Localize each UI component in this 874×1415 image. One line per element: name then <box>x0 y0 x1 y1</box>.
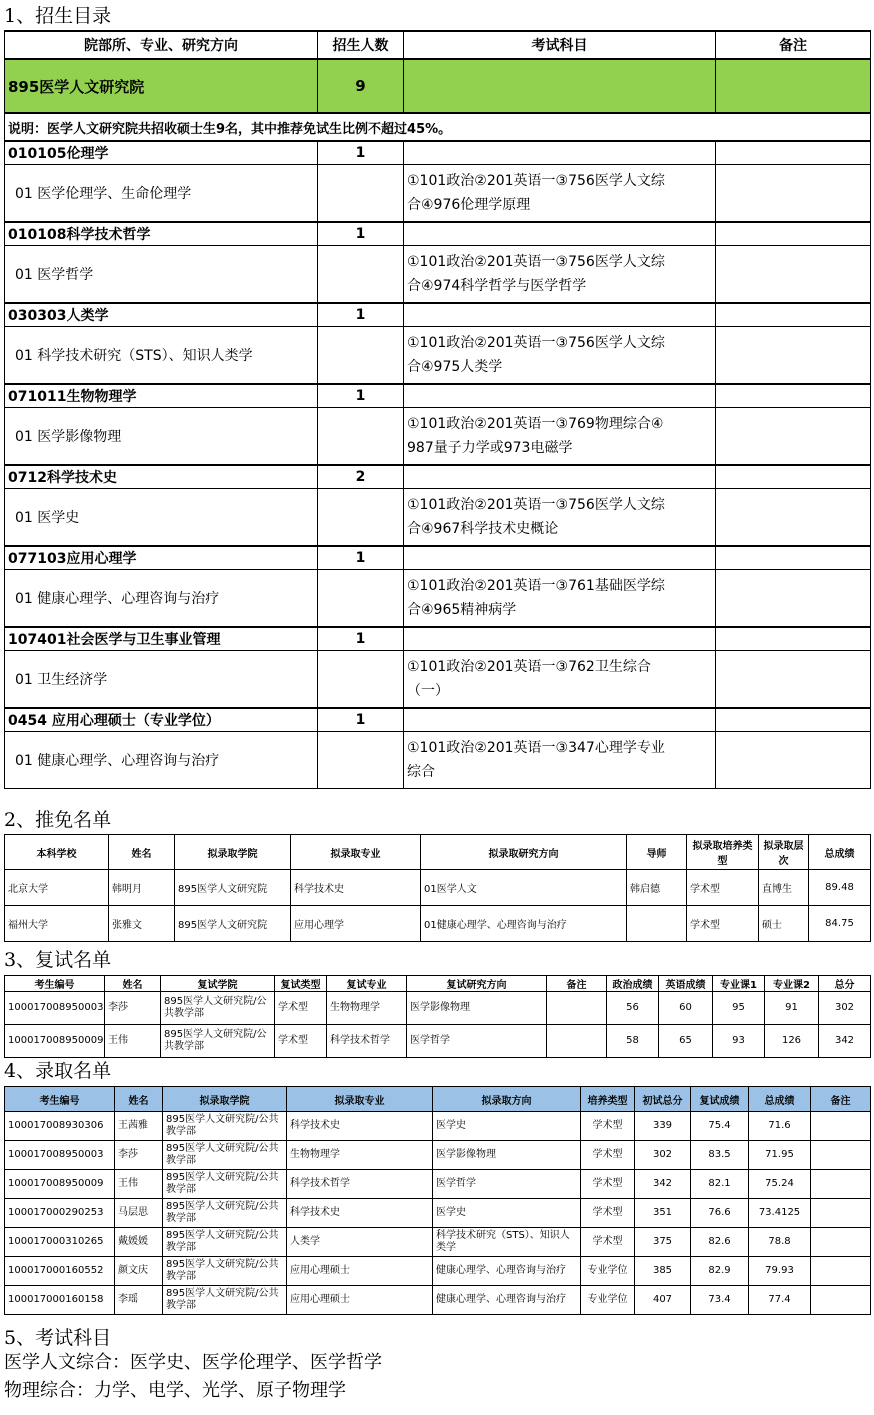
table-cell: 71.95 <box>749 1141 811 1170</box>
table-cell: 健康心理学、心理咨询与治疗 <box>433 1257 581 1286</box>
table-cell: 79.93 <box>749 1257 811 1286</box>
table-cell: 北京大学 <box>5 870 109 906</box>
table-cell <box>811 1170 871 1199</box>
major-row <box>5 465 871 489</box>
table-cell: 学术型 <box>581 1199 635 1228</box>
table-cell: 895医学人文研究院/公共教学部 <box>161 992 275 1025</box>
table-row <box>5 1141 871 1170</box>
section-title-catalog: 1、招生目录 <box>4 5 112 27</box>
table-cell: 颜文庆 <box>115 1257 163 1286</box>
major-count: 1 <box>318 303 404 327</box>
table-cell: 100017008950003 <box>5 1141 115 1170</box>
major-name: 0454 应用心理硕士（专业学位） <box>5 708 318 732</box>
exam-subjects-line: ①101政治②201英语一③762卫生综合 <box>407 659 651 675</box>
table-cell: 张雅文 <box>109 906 175 942</box>
direction-row <box>5 165 871 223</box>
table-cell: 895医学人文研究院/公共教学部 <box>161 1025 275 1058</box>
table-cell: 65 <box>659 1025 713 1058</box>
exam-subjects-line: 合④967科学技术史概论 <box>407 521 559 537</box>
table-cell: 韩明月 <box>109 870 175 906</box>
header-cell: 英语成绩 <box>659 976 713 992</box>
table-cell: 生物物理学 <box>287 1141 433 1170</box>
major-count: 1 <box>318 708 404 732</box>
table-row <box>5 1286 871 1315</box>
section-title-exam-subjects: 5、考试科目 <box>4 1327 112 1349</box>
exam-subjects-cell <box>404 651 716 709</box>
exam-subjects-cell <box>404 489 716 547</box>
table-cell: 李瑶 <box>115 1286 163 1315</box>
table-cell: 89.48 <box>809 870 871 906</box>
exam-subject-line: 物理综合：力学、电学、光学、原子物理学 <box>4 1380 346 1401</box>
table-cell: 专业学位 <box>581 1257 635 1286</box>
header-cell: 初试总分 <box>635 1087 691 1112</box>
table-cell: 75.4 <box>691 1112 749 1141</box>
table-cell: 58 <box>607 1025 659 1058</box>
admit-header-row <box>5 1087 871 1112</box>
major-row <box>5 708 871 732</box>
header-cell: 复试类型 <box>275 976 327 992</box>
table-cell: 生物物理学 <box>327 992 407 1025</box>
table-cell: 应用心理学 <box>291 906 421 942</box>
table-cell: 健康心理学、心理咨询与治疗 <box>433 1286 581 1315</box>
table-cell: 学术型 <box>687 906 759 942</box>
table-cell: 82.9 <box>691 1257 749 1286</box>
major-count: 1 <box>318 141 404 165</box>
major-count: 1 <box>318 627 404 651</box>
major-row <box>5 627 871 651</box>
direction-row <box>5 327 871 385</box>
table-cell <box>811 1286 871 1315</box>
table-row <box>5 992 871 1025</box>
table-cell: 学术型 <box>275 1025 327 1058</box>
exam-subjects-line: （一） <box>407 683 449 699</box>
exam-subjects-line: 987量子力学或973电磁学 <box>407 440 573 456</box>
header-cell: 总成绩 <box>809 835 871 870</box>
exam-subjects-line: ①101政治②201英语一③347心理学专业 <box>407 740 665 756</box>
table-cell: 学术型 <box>581 1141 635 1170</box>
table-row <box>5 1257 871 1286</box>
table-cell <box>627 906 687 942</box>
table-cell: 直博生 <box>759 870 809 906</box>
section-title-retest: 3、复试名单 <box>4 949 112 971</box>
header-cell: 备注 <box>716 31 871 59</box>
table-cell: 医学史 <box>433 1199 581 1228</box>
table-cell: 医学哲学 <box>433 1170 581 1199</box>
table-cell: 82.6 <box>691 1228 749 1257</box>
table-cell: 学术型 <box>581 1112 635 1141</box>
admit-table <box>4 1086 871 1315</box>
major-row <box>5 384 871 408</box>
header-cell: 拟录取学院 <box>163 1087 287 1112</box>
major-name: 077103应用心理学 <box>5 546 318 570</box>
major-row <box>5 546 871 570</box>
header-cell: 拟录取专业 <box>291 835 421 870</box>
table-cell: 351 <box>635 1199 691 1228</box>
table-cell: 73.4125 <box>749 1199 811 1228</box>
table-cell <box>811 1112 871 1141</box>
table-cell: 76.6 <box>691 1199 749 1228</box>
header-cell: 本科学校 <box>5 835 109 870</box>
direction-row <box>5 246 871 304</box>
table-cell: 福州大学 <box>5 906 109 942</box>
table-cell <box>547 1025 607 1058</box>
exam-subjects-line: 合④965精神病学 <box>407 602 517 618</box>
table-cell: 100017000310265 <box>5 1228 115 1257</box>
table-cell <box>811 1141 871 1170</box>
header-cell: 总分 <box>819 976 871 992</box>
exempt-header-row <box>5 835 871 870</box>
header-cell: 培养类型 <box>581 1087 635 1112</box>
major-count: 1 <box>318 546 404 570</box>
table-cell: 895医学人文研究院/公共教学部 <box>163 1112 287 1141</box>
direction-name: 01 医学影像物理 <box>5 408 318 466</box>
table-cell: 56 <box>607 992 659 1025</box>
table-cell: 895医学人文研究院/公共教学部 <box>163 1199 287 1228</box>
table-cell: 91 <box>765 992 819 1025</box>
exam-subjects-cell <box>404 732 716 789</box>
major-name: 010108科学技术哲学 <box>5 222 318 246</box>
major-name: 010105伦理学 <box>5 141 318 165</box>
direction-row <box>5 732 871 789</box>
table-cell: 科学技术史 <box>291 870 421 906</box>
section-title-exempt: 2、推免名单 <box>4 809 112 831</box>
table-cell: 01医学人文 <box>421 870 627 906</box>
direction-row <box>5 408 871 466</box>
table-cell: 医学影像物理 <box>407 992 547 1025</box>
table-cell: 科学技术研究（STS）、知识人类学 <box>433 1228 581 1257</box>
major-row <box>5 303 871 327</box>
exam-subjects-line: ①101政治②201英语一③756医学人文综 <box>407 254 665 270</box>
direction-row <box>5 570 871 628</box>
header-cell: 专业课2 <box>765 976 819 992</box>
table-cell: 学术型 <box>275 992 327 1025</box>
major-row <box>5 141 871 165</box>
table-cell: 王伟 <box>115 1170 163 1199</box>
table-cell: 93 <box>713 1025 765 1058</box>
exam-subjects-cell <box>404 408 716 466</box>
major-name: 0712科学技术史 <box>5 465 318 489</box>
table-cell: 王茜雅 <box>115 1112 163 1141</box>
catalog-note: 说明：医学人文研究院共招收硕士生9名，其中推荐免试生比例不超过45%。 <box>5 113 871 141</box>
table-cell: 895医学人文研究院/公共教学部 <box>163 1257 287 1286</box>
institute-name: 895医学人文研究院 <box>5 59 318 113</box>
header-cell: 招生人数 <box>318 31 404 59</box>
table-cell: 407 <box>635 1286 691 1315</box>
table-cell: 01健康心理学、心理咨询与治疗 <box>421 906 627 942</box>
exam-subjects-cell <box>404 246 716 304</box>
table-cell: 126 <box>765 1025 819 1058</box>
retest-header-row <box>5 976 871 992</box>
header-cell: 专业课1 <box>713 976 765 992</box>
table-cell: 60 <box>659 992 713 1025</box>
table-cell: 医学影像物理 <box>433 1141 581 1170</box>
direction-name: 01 健康心理学、心理咨询与治疗 <box>5 732 318 789</box>
table-cell: 83.5 <box>691 1141 749 1170</box>
header-cell: 复试成绩 <box>691 1087 749 1112</box>
major-name: 030303人类学 <box>5 303 318 327</box>
header-cell: 拟录取专业 <box>287 1087 433 1112</box>
header-cell: 复试学院 <box>161 976 275 992</box>
direction-name: 01 健康心理学、心理咨询与治疗 <box>5 570 318 628</box>
table-cell: 学术型 <box>687 870 759 906</box>
major-count: 1 <box>318 384 404 408</box>
table-cell: 硕士 <box>759 906 809 942</box>
table-cell: 戴媛媛 <box>115 1228 163 1257</box>
table-row <box>5 1199 871 1228</box>
table-row <box>5 906 871 942</box>
exempt-table <box>4 834 871 942</box>
exam-subjects-line: ①101政治②201英语一③756医学人文综 <box>407 335 665 351</box>
table-row <box>5 1228 871 1257</box>
direction-row <box>5 489 871 547</box>
table-cell <box>811 1199 871 1228</box>
table-cell: 100017008950009 <box>5 1025 105 1058</box>
table-cell: 100017000160158 <box>5 1286 115 1315</box>
table-cell: 科学技术史 <box>287 1199 433 1228</box>
header-cell: 拟录取学院 <box>175 835 291 870</box>
header-cell: 姓名 <box>115 1087 163 1112</box>
table-cell: 342 <box>819 1025 871 1058</box>
exam-subjects-line: ①101政治②201英语一③756医学人文综 <box>407 497 665 513</box>
retest-table <box>4 975 871 1058</box>
major-row <box>5 222 871 246</box>
table-cell: 895医学人文研究院/公共教学部 <box>163 1170 287 1199</box>
table-cell: 人类学 <box>287 1228 433 1257</box>
header-cell: 姓名 <box>109 835 175 870</box>
table-cell: 科学技术哲学 <box>287 1170 433 1199</box>
header-cell: 备注 <box>547 976 607 992</box>
table-cell: 韩启德 <box>627 870 687 906</box>
table-cell: 84.75 <box>809 906 871 942</box>
table-cell: 科学技术哲学 <box>327 1025 407 1058</box>
table-cell: 895医学人文研究院/公共教学部 <box>163 1286 287 1315</box>
table-cell: 应用心理硕士 <box>287 1257 433 1286</box>
table-row <box>5 1025 871 1058</box>
major-count: 1 <box>318 222 404 246</box>
exam-subjects-line: 合④975人类学 <box>407 359 503 375</box>
table-cell: 342 <box>635 1170 691 1199</box>
header-cell: 考试科目 <box>404 31 716 59</box>
direction-name: 01 医学哲学 <box>5 246 318 304</box>
table-cell: 100017008950003 <box>5 992 105 1025</box>
catalog-header-row <box>5 31 871 59</box>
exam-subjects-line: ①101政治②201英语一③761基础医学综 <box>407 578 665 594</box>
exam-subjects-line: ①101政治②201英语一③756医学人文综 <box>407 173 665 189</box>
exam-subjects-line: 合④974科学哲学与医学哲学 <box>407 278 587 294</box>
table-cell: 100017008930306 <box>5 1112 115 1141</box>
table-cell: 科学技术史 <box>287 1112 433 1141</box>
table-cell: 302 <box>635 1141 691 1170</box>
table-cell: 100017008950009 <box>5 1170 115 1199</box>
table-cell: 100017000160552 <box>5 1257 115 1286</box>
table-cell: 895医学人文研究院 <box>175 906 291 942</box>
table-cell: 77.4 <box>749 1286 811 1315</box>
table-cell: 100017000290253 <box>5 1199 115 1228</box>
table-cell: 95 <box>713 992 765 1025</box>
table-cell <box>811 1228 871 1257</box>
table-row <box>5 1112 871 1141</box>
major-name: 071011生物物理学 <box>5 384 318 408</box>
exam-subjects-line: ①101政治②201英语一③769物理综合④ <box>407 416 664 432</box>
table-cell <box>811 1257 871 1286</box>
table-cell: 学术型 <box>581 1228 635 1257</box>
direction-name: 01 医学史 <box>5 489 318 547</box>
table-cell: 医学哲学 <box>407 1025 547 1058</box>
header-cell: 姓名 <box>105 976 161 992</box>
table-cell: 李莎 <box>105 992 161 1025</box>
table-cell: 375 <box>635 1228 691 1257</box>
table-cell: 应用心理硕士 <box>287 1286 433 1315</box>
table-cell: 71.6 <box>749 1112 811 1141</box>
table-cell: 302 <box>819 992 871 1025</box>
table-cell: 学术型 <box>581 1170 635 1199</box>
table-cell: 马层思 <box>115 1199 163 1228</box>
header-cell: 备注 <box>811 1087 871 1112</box>
header-cell: 拟录取层次 <box>759 835 809 870</box>
header-cell: 院部所、专业、研究方向 <box>5 31 318 59</box>
table-cell: 78.8 <box>749 1228 811 1257</box>
catalog-note-row <box>5 113 871 141</box>
institute-row <box>5 59 871 113</box>
header-cell: 导师 <box>627 835 687 870</box>
header-cell: 拟录取研究方向 <box>421 835 627 870</box>
header-cell: 考生编号 <box>5 976 105 992</box>
section-title-admit: 4、录取名单 <box>4 1060 112 1082</box>
table-cell: 王伟 <box>105 1025 161 1058</box>
major-name: 107401社会医学与卫生事业管理 <box>5 627 318 651</box>
direction-name: 01 医学伦理学、生命伦理学 <box>5 165 318 223</box>
institute-count: 9 <box>318 59 404 113</box>
exam-subjects-line: 合④976伦理学原理 <box>407 197 531 213</box>
table-cell <box>547 992 607 1025</box>
header-cell: 总成绩 <box>749 1087 811 1112</box>
catalog-table <box>4 30 871 789</box>
header-cell: 拟录取培养类型 <box>687 835 759 870</box>
exam-subjects-cell <box>404 165 716 223</box>
direction-row <box>5 651 871 709</box>
header-cell: 考生编号 <box>5 1087 115 1112</box>
table-cell: 895医学人文研究院/公共教学部 <box>163 1228 287 1257</box>
direction-name: 01 卫生经济学 <box>5 651 318 709</box>
table-cell: 895医学人文研究院/公共教学部 <box>163 1141 287 1170</box>
table-cell: 73.4 <box>691 1286 749 1315</box>
table-cell: 385 <box>635 1257 691 1286</box>
table-cell: 75.24 <box>749 1170 811 1199</box>
exam-subjects-cell <box>404 570 716 628</box>
table-cell: 82.1 <box>691 1170 749 1199</box>
header-cell: 拟录取方向 <box>433 1087 581 1112</box>
exam-subject-line: 医学人文综合：医学史、医学伦理学、医学哲学 <box>4 1352 382 1373</box>
table-cell: 339 <box>635 1112 691 1141</box>
table-cell: 895医学人文研究院 <box>175 870 291 906</box>
table-row <box>5 870 871 906</box>
major-count: 2 <box>318 465 404 489</box>
table-cell: 医学史 <box>433 1112 581 1141</box>
table-cell: 李莎 <box>115 1141 163 1170</box>
header-cell: 政治成绩 <box>607 976 659 992</box>
exam-subjects-line: 综合 <box>407 764 435 780</box>
table-row <box>5 1170 871 1199</box>
header-cell: 复试专业 <box>327 976 407 992</box>
table-cell: 专业学位 <box>581 1286 635 1315</box>
exam-subjects-cell <box>404 327 716 385</box>
header-cell: 复试研究方向 <box>407 976 547 992</box>
direction-name: 01 科学技术研究（STS）、知识人类学 <box>5 327 318 385</box>
